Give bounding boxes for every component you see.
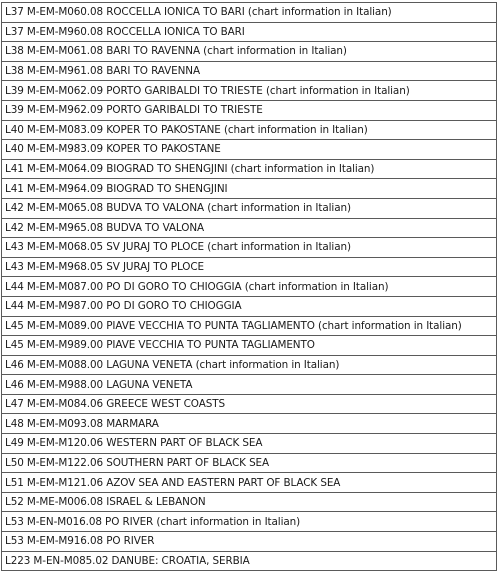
table-row xyxy=(2,434,497,454)
chart-entry: L50 M-EM-M122.06 SOUTHERN PART OF BLACK SEA xyxy=(2,453,497,473)
table-row xyxy=(2,355,497,375)
table-row xyxy=(2,414,497,434)
table-row xyxy=(2,257,497,277)
chart-entry: L38 M-EM-M061.08 BARI TO RAVENNA (chart information in Italian) xyxy=(2,42,497,62)
table-row xyxy=(2,100,497,120)
chart-entry: L45 M-EM-M989.00 PIAVE VECCHIA TO PUNTA TAGLIAMENTO xyxy=(2,336,497,356)
table-row xyxy=(2,551,497,571)
chart-table-body xyxy=(2,3,497,571)
chart-entry: L42 M-EM-M065.08 BUDVA TO VALONA (chart information in Italian) xyxy=(2,198,497,218)
chart-entry: L38 M-EM-M961.08 BARI TO RAVENNA xyxy=(2,61,497,81)
chart-entry: L46 M-EM-M988.00 LAGUNA VENETA xyxy=(2,375,497,395)
chart-entry: L223 M-EN-M085.02 DANUBE: CROATIA, SERBIA xyxy=(2,551,497,571)
table-row xyxy=(2,473,497,493)
table-row xyxy=(2,277,497,297)
table-row xyxy=(2,532,497,552)
chart-entry: L40 M-EM-M083.09 KOPER TO PAKOSTANE (chart information in Italian) xyxy=(2,120,497,140)
table-row xyxy=(2,198,497,218)
chart-entry: L39 M-EM-M962.09 PORTO GARIBALDI TO TRIESTE xyxy=(2,100,497,120)
table-row xyxy=(2,61,497,81)
chart-entry: L45 M-EM-M089.00 PIAVE VECCHIA TO PUNTA TAGLIAMENTO (chart information in Italian) xyxy=(2,316,497,336)
table-row xyxy=(2,296,497,316)
table-row xyxy=(2,375,497,395)
table-row xyxy=(2,453,497,473)
table-row xyxy=(2,159,497,179)
table-row xyxy=(2,218,497,238)
chart-entry: L37 M-EM-M960.08 ROCCELLA IONICA TO BARI xyxy=(2,22,497,42)
chart-entry: L43 M-EM-M068.05 SV JURAJ TO PLOCE (chart information in Italian) xyxy=(2,238,497,258)
chart-entry: L53 M-EN-M016.08 PO RIVER (chart information in Italian) xyxy=(2,512,497,532)
chart-entry: L51 M-EM-M121.06 AZOV SEA AND EASTERN PART OF BLACK SEA xyxy=(2,473,497,493)
chart-entry: L47 M-EM-M084.06 GREECE WEST COASTS xyxy=(2,394,497,414)
table-row xyxy=(2,394,497,414)
table-row xyxy=(2,81,497,101)
chart-entry: L43 M-EM-M968.05 SV JURAJ TO PLOCE xyxy=(2,257,497,277)
chart-entry: L44 M-EM-M087.00 PO DI GORO TO CHIOGGIA (chart information in Italian) xyxy=(2,277,497,297)
table-row xyxy=(2,238,497,258)
table-row xyxy=(2,22,497,42)
table-row xyxy=(2,492,497,512)
chart-entry: L41 M-EM-M064.09 BIOGRAD TO SHENGJINI (chart information in Italian) xyxy=(2,159,497,179)
table-row xyxy=(2,512,497,532)
chart-entry: L44 M-EM-M987.00 PO DI GORO TO CHIOGGIA xyxy=(2,296,497,316)
chart-entry: L53 M-EM-M916.08 PO RIVER xyxy=(2,532,497,552)
chart-table xyxy=(1,2,497,571)
chart-entry: L40 M-EM-M983.09 KOPER TO PAKOSTANE xyxy=(2,140,497,160)
chart-entry: L46 M-EM-M088.00 LAGUNA VENETA (chart information in Italian) xyxy=(2,355,497,375)
table-row xyxy=(2,120,497,140)
chart-entry: L41 M-EM-M964.09 BIOGRAD TO SHENGJINI xyxy=(2,179,497,199)
table-row xyxy=(2,3,497,23)
chart-entry: L48 M-EM-M093.08 MARMARA xyxy=(2,414,497,434)
table-row xyxy=(2,316,497,336)
chart-entry: L49 M-EM-M120.06 WESTERN PART OF BLACK SEA xyxy=(2,434,497,454)
table-row xyxy=(2,42,497,62)
chart-entry: L42 M-EM-M965.08 BUDVA TO VALONA xyxy=(2,218,497,238)
chart-list xyxy=(1,2,497,571)
table-row xyxy=(2,179,497,199)
chart-entry: L39 M-EM-M062.09 PORTO GARIBALDI TO TRIESTE (chart information in Italian) xyxy=(2,81,497,101)
chart-entry: L52 M-ME-M006.08 ISRAEL & LEBANON xyxy=(2,492,497,512)
table-row xyxy=(2,140,497,160)
table-row xyxy=(2,336,497,356)
chart-entry: L37 M-EM-M060.08 ROCCELLA IONICA TO BARI (chart information in Italian) xyxy=(2,3,497,23)
